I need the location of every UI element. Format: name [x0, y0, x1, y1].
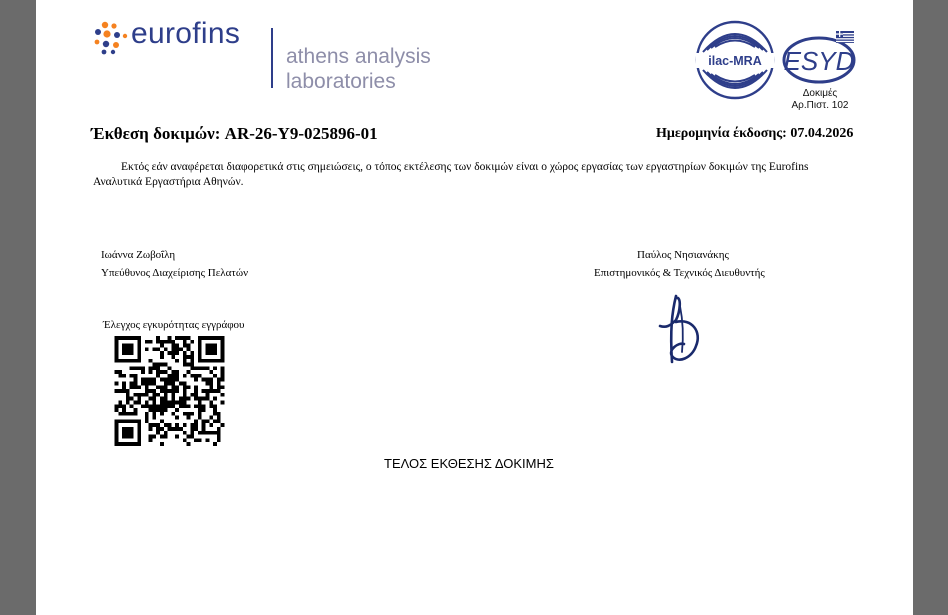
- esyd-mark-text: ESYD: [783, 46, 855, 76]
- left-signatory-role: Υπεύθυνος Διαχείρισης Πελατών: [101, 267, 249, 279]
- report-title: Έκθεση δοκιμών: AR-26-Y9-025896-01: [91, 124, 378, 143]
- left-signatory-name: Ιωάννα Ζωβοΐλη: [101, 249, 176, 261]
- esyd-caption-line1: Δοκιμές: [802, 88, 838, 99]
- qr-finder-pattern: [115, 419, 142, 446]
- lab-name-line1: athens analysis: [286, 45, 431, 68]
- eurofins-dots-icon: [92, 20, 128, 56]
- qr-finder-pattern: [115, 336, 142, 363]
- esyd-caption: [780, 88, 860, 112]
- greek-flag-icon: [836, 31, 854, 43]
- header-divider: [271, 28, 273, 88]
- lab-name: [286, 44, 431, 94]
- lab-name-line2: laboratories: [286, 70, 396, 93]
- esyd-caption-line2: Αρ.Πιστ. 102: [791, 100, 849, 111]
- end-of-report-text: ΤΕΛΟΣ ΕΚΘΕΣΗΣ ΔΟΚΙΜΗΣ: [384, 456, 554, 471]
- intro-paragraph: Εκτός εάν αναφέρεται διαφορετικά στις σημειώσεις, ο τόπος εκτέλεσης των δοκιμών είναι ο χώρος εργασίας των εργαστηρίων δοκιμών της Eurofins Αναλυτικά Εργαστήρια Αθηνών.: [93, 161, 809, 188]
- qr-finder-pattern: [198, 336, 225, 363]
- ilac-mra-logo: [695, 20, 775, 100]
- document-page: [36, 0, 913, 615]
- right-signatory-role: Επιστημονικός & Τεχνικός Διευθυντής: [594, 267, 765, 279]
- right-signatory-name: Παύλος Νησιανάκης: [637, 249, 729, 261]
- handwritten-signature: [652, 292, 708, 366]
- verification-label: Έλεγχος εγκυρότητας εγγράφου: [103, 319, 245, 331]
- verification-qr-code: [114, 336, 225, 446]
- brand-name: eurofins: [131, 17, 241, 50]
- esyd-logo: [782, 30, 858, 86]
- ilac-mark-text: ilac-MRA: [708, 54, 762, 68]
- issue-date: Ημερομηνία έκδοσης: 07.04.2026: [656, 126, 854, 141]
